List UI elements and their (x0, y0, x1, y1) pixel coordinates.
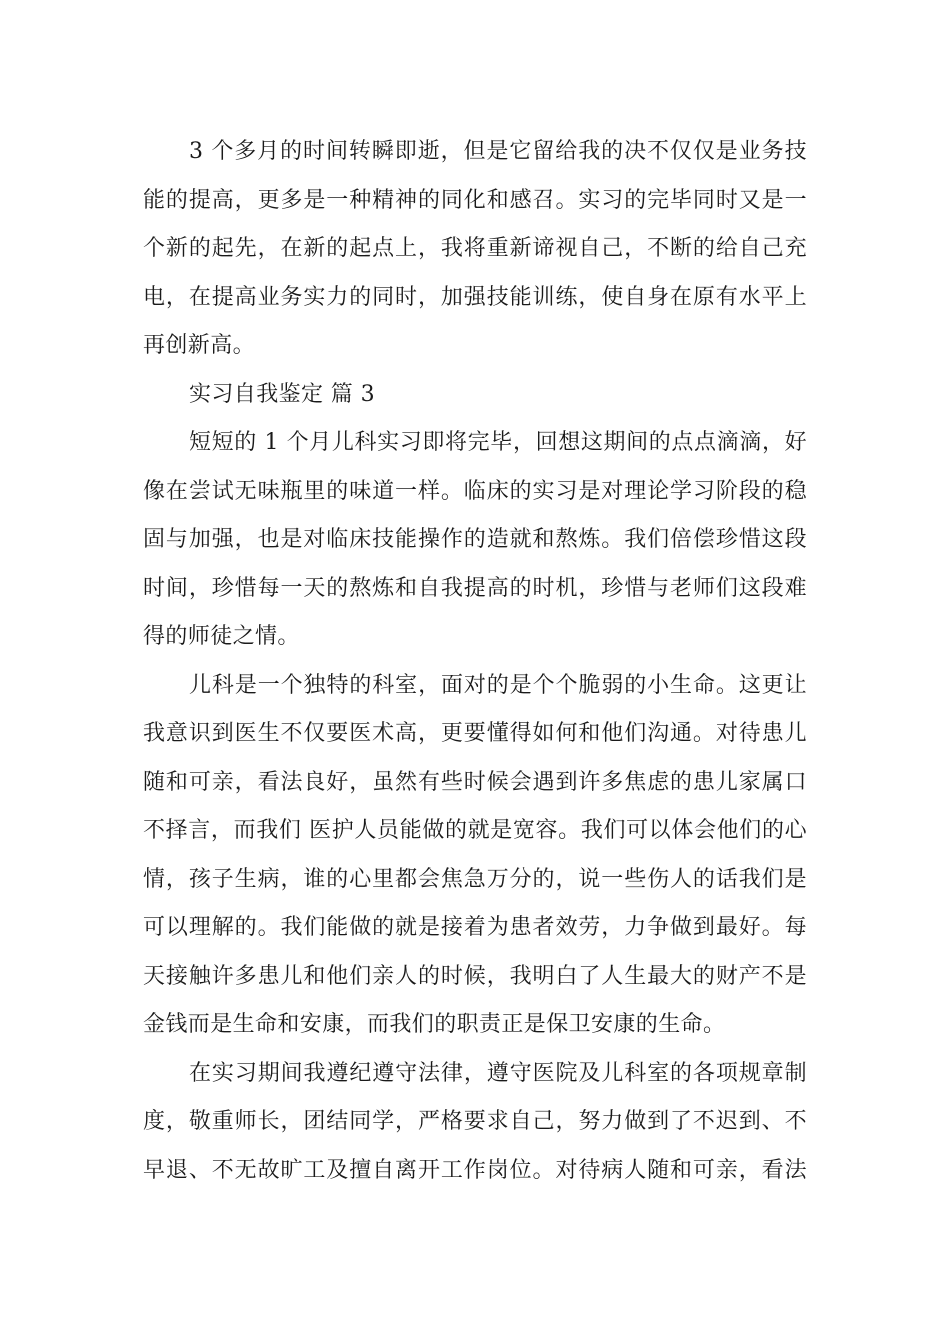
text-line: 儿科是一个独特的科室，面对的是个个脆弱的小生命。这更让 (189, 672, 807, 698)
section-heading (143, 371, 807, 420)
text-line: 像在尝试无味瓶里的味道一样。临床的实习是对理论学习阶段的稳 (143, 478, 807, 504)
text-line: 个新的起先，在新的起点上，我将重新谛视自己，不断的给自己充 (143, 236, 807, 261)
text-line: 金钱而是生命和安康，而我们的职责正是保卫安康的生命。 (143, 1012, 726, 1037)
text-line: 随和可亲，看法良好，虽然有些时候会遇到许多焦虑的患儿家属口 (143, 769, 807, 795)
text-line: 早退、不无故旷工及擅自离开工作岗位。对待病人随和可亲，看法 (143, 1157, 807, 1183)
text-line: 我意识到医生不仅要医术高，更要懂得如何和他们沟通。对待患儿 (143, 721, 807, 746)
text-line: 天接触许多患儿和他们亲人的时候，我明白了人生最大的财产不是 (143, 963, 807, 989)
text-line: 电，在提高业务实力的同时，加强技能训练，使自身在原有水平上 (143, 284, 807, 310)
text-line: 不择言，而我们 医护人员能做的就是宽容。我们可以体会他们的心 (143, 818, 807, 843)
paragraph-3 (143, 662, 807, 1050)
text-line: 情，孩子生病，谁的心里都会焦急万分的，说一些伤人的话我们是 (143, 866, 807, 892)
text-line: 度，敬重师长，团结同学，严格要求自己，努力做到了不迟到、不 (143, 1109, 807, 1134)
paragraph-1 (143, 128, 807, 371)
text-line: 3 个多月的时间转瞬即逝，但是它留给我的决不仅仅是业务技 (189, 139, 807, 164)
text-line: 可以理解的。我们能做的就是接着为患者效劳，力争做到最好。每 (143, 915, 807, 940)
text-line: 短短的 1 个月儿科实习即将完毕，回想这期间的点点滴滴，好 (189, 430, 807, 455)
text-line: 时间，珍惜每一天的熬炼和自我提高的时机，珍惜与老师们这段难 (143, 575, 807, 601)
text-line: 再创新高。 (143, 333, 256, 358)
section-title: 实习自我鉴定 篇 3 (189, 381, 375, 407)
paragraph-2 (143, 419, 807, 662)
paragraph-4 (143, 1050, 807, 1196)
text-line: 在实习期间我遵纪遵守法律，遵守医院及儿科室的各项规章制 (189, 1060, 807, 1086)
text-line: 能的提高，更多是一种精神的同化和感召。实习的完毕同时又是一 (143, 187, 807, 213)
document-body (143, 128, 807, 1195)
text-line: 得的师徒之情。 (143, 624, 300, 649)
text-line: 固与加强，也是对临床技能操作的造就和熬炼。我们倍偿珍惜这段 (143, 527, 807, 552)
